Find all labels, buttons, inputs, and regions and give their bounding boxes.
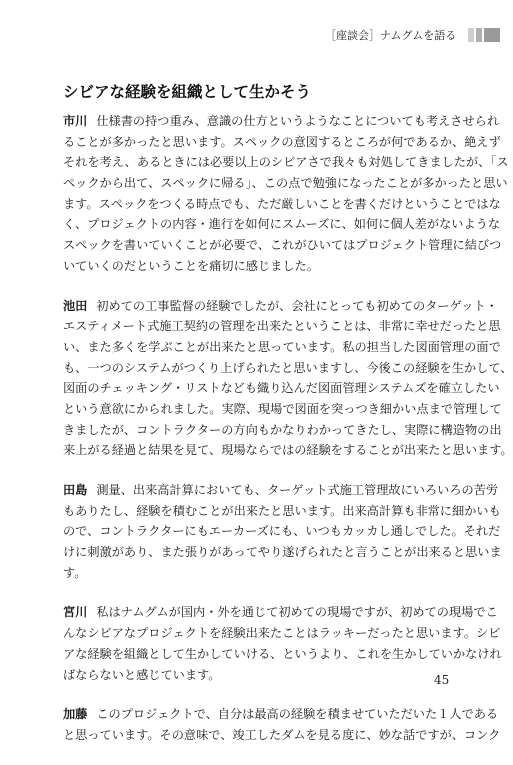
text-line: す。 (63, 565, 87, 580)
line-text: 初めての工事監督の経験でしたが、会社にとっても初めてのターゲット・ (96, 298, 498, 313)
text-line (63, 111, 500, 132)
text-line: と思っています。その意味で、竣工したダムを見る度に、妙な話ですが、コンク (63, 727, 501, 742)
text-line (63, 480, 499, 501)
paragraph-miyakawa (63, 602, 502, 685)
speaker-name: 加藤 (63, 707, 88, 722)
header-decoration-bar (468, 28, 474, 42)
line-text: 私はナムグムが国内・外を通じて初めての現場ですが、初めての現場でこ (96, 605, 498, 620)
text-line: もありたし、経験を積むことが出来たと思います。出来高計算も非常に細かいも (63, 503, 501, 518)
text-line: ので、コントラクターにもエーカーズにも、いつもカッカし通しでした。それだ (63, 524, 501, 539)
paragraph-ikeda (63, 296, 513, 462)
body-text (63, 111, 513, 765)
text-line: エスティメート式施工契約の管理を出来たということは、非常に幸せだったと思 (63, 319, 501, 334)
section-title: シビアな経験を組織として生かそう (63, 83, 312, 101)
text-line: く、プロジェクトの内容・進行を如何にスムーズに、如何に個人差がないような (63, 217, 501, 232)
text-line: という意欲にかられました。実際、現場で図面を突っつき細かい点まで管理して (63, 401, 502, 416)
text-line: い、また多くを学ぶことが出来たと思っています。私の担当した図面管理の面で (63, 339, 501, 354)
text-line: けに刺激があり、また張りがあってやり遂げられたと言うことが出来ると思いま (63, 545, 502, 560)
running-header (325, 20, 500, 50)
text-line: きましたが、コントラクターの方向もかなりわかってきたし、実際に構造物の出 (63, 422, 502, 437)
speaker-name: 市川 (63, 114, 88, 128)
line-text: 仕様書の持つ重み、意識の仕方というようなことについても考えさせられ (96, 114, 500, 128)
header-decoration-bar (484, 28, 500, 42)
text-line: ペックから出て、スペックに帰る」、この点で勉強になったことが多かったと思い (63, 176, 508, 191)
text-line: ることが多かったと思います。スペックの意図するところが何であるか、絶えず (63, 134, 501, 149)
speaker-name: 宮川 (63, 605, 88, 620)
paragraph-kato (63, 704, 501, 745)
text-line (63, 704, 499, 725)
page-number: 45 (434, 673, 450, 687)
speaker-name: 田島 (63, 483, 88, 497)
paragraph-ichikawa (63, 111, 509, 277)
text-line: 来上がる経過と結果を見て、現場ならではの経験をすることが出来たと思います。 (63, 443, 513, 458)
text-line: ます。スペックをつくる時点でも、ただ厳しいことを書くだけということではな (63, 196, 501, 211)
text-line (63, 296, 498, 317)
line-text: 測量、出来高計算においても、ターゲット式施工管理故にいろいろの苦労 (96, 483, 499, 497)
running-header-title: ［座談会］ナムグムを語る (325, 29, 457, 42)
text-line: アな経験を組織として生かしていける、というより、これを生かしていかなけれ (63, 646, 502, 661)
text-line (63, 602, 498, 623)
text-line: 図面のチェッキング・リストなども織り込んだ図面管理システムズを確立したい (63, 381, 500, 396)
paragraph-tajima (63, 480, 502, 583)
speaker-name: 池田 (63, 298, 88, 313)
line-text: このプロジェクトで、自分は最高の経験を積ませていただいた１人である (96, 707, 499, 722)
text-line: ばならないと感じています。 (63, 667, 221, 682)
text-line: スペックを書いていくことが必要で、これがひいてはプロジェクト管理に結びつ (63, 238, 502, 253)
text-line: んなシビアなプロジェクトを経験出来たことはラッキーだったと思います。シビ (63, 626, 501, 641)
text-line: それを考え、あるときには必要以上のシビアさで我々も対処してきましたが、「ス (63, 155, 509, 170)
header-decoration-bar (476, 28, 482, 42)
text-line: いていくのだということを痛切に感じました。 (63, 258, 319, 273)
text-line: も、一つのシステムがつくり上げられたと思いますし、今後この経験を生かして、 (63, 360, 513, 375)
